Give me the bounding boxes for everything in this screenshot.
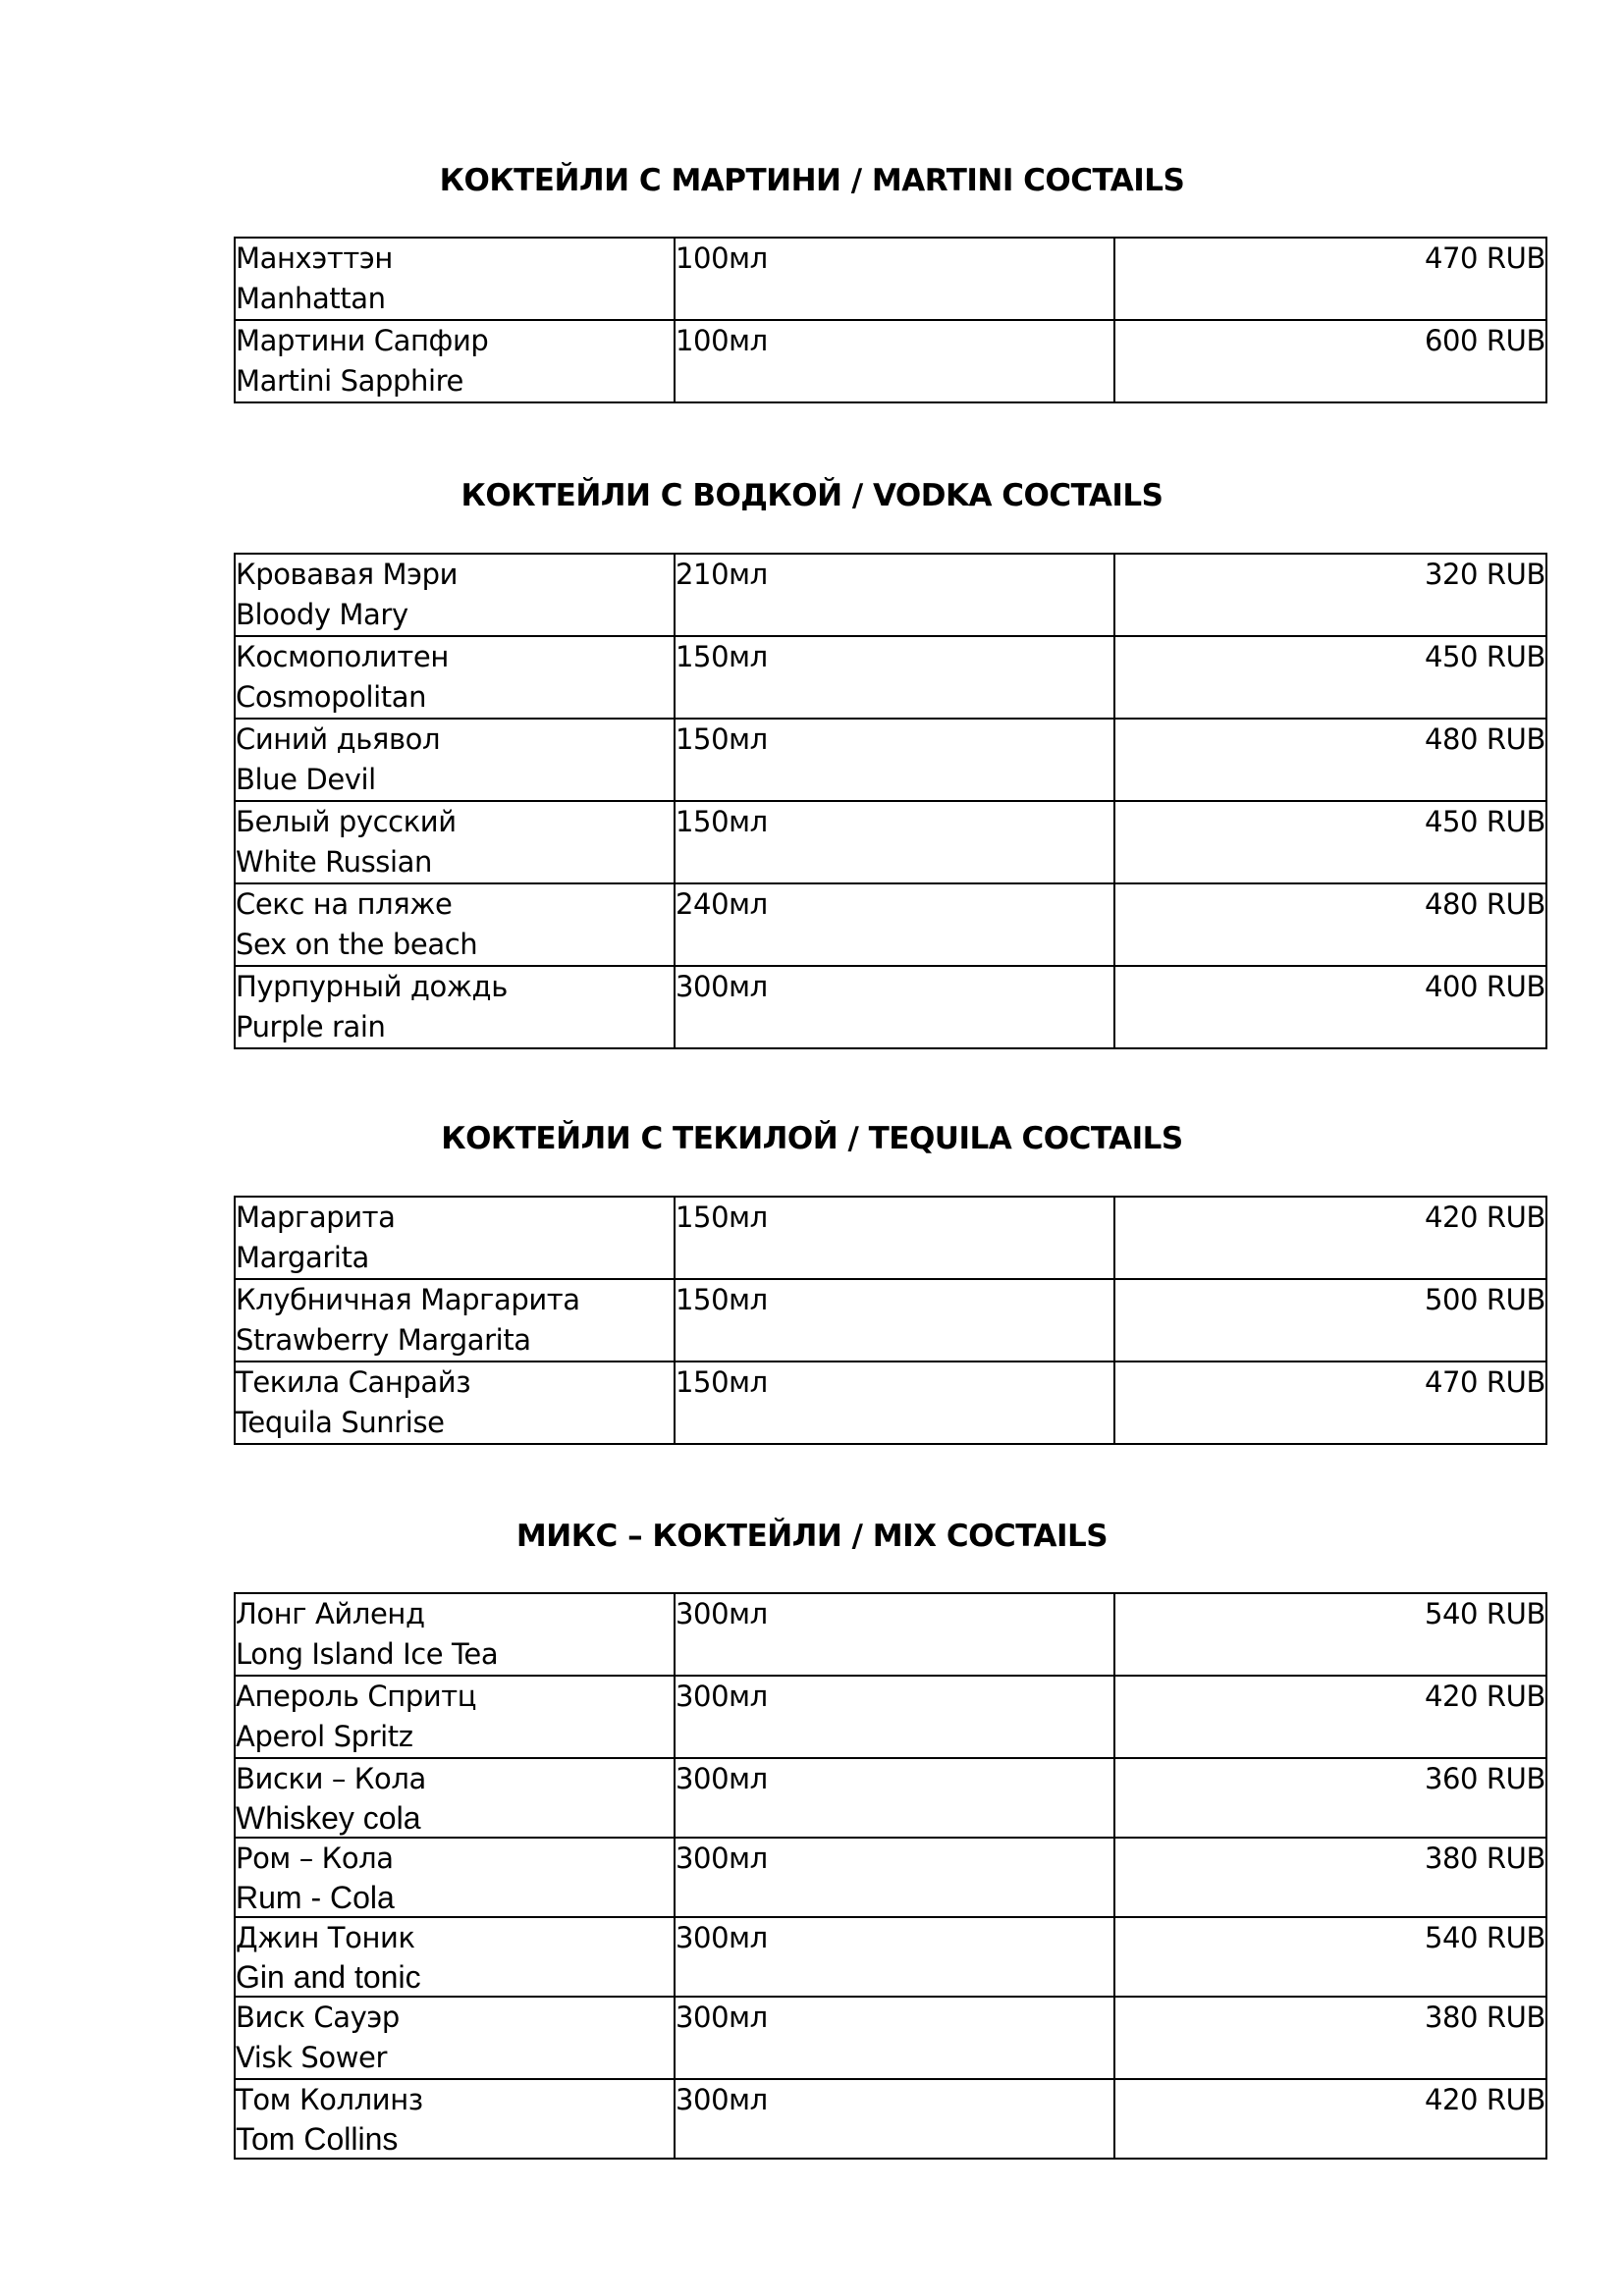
item-name-ru: Кровавая Мэри [236,558,459,591]
item-name-ru: Джин Тоник [236,1921,415,1954]
table-row [235,801,1546,883]
item-name-en: White Russian [236,845,432,879]
mix-table [234,1592,1547,2160]
item-price: 450 RUB [1114,801,1546,883]
table-row [235,1997,1546,2079]
item-price: 320 RUB [1114,554,1546,636]
item-name-en: Long Island Ice Tea [236,1637,499,1671]
item-name [235,636,675,719]
item-volume: 150мл [675,1279,1114,1362]
item-name-ru: Манхэттэн [236,241,393,275]
item-volume: 150мл [675,719,1114,801]
item-volume: 150мл [675,636,1114,719]
item-price: 480 RUB [1114,883,1546,966]
table-row [235,883,1546,966]
item-name-en: Cosmopolitan [236,680,427,714]
item-volume: 300мл [675,1593,1114,1676]
item-price: 420 RUB [1114,1197,1546,1279]
item-name-en: Aperol Spritz [236,1720,413,1753]
item-name [235,1593,675,1676]
item-name [235,1197,675,1279]
item-name-en: Rum - Cola [236,1880,395,1915]
item-price: 480 RUB [1114,719,1546,801]
table-row [235,719,1546,801]
item-name-ru: Мартини Сапфир [236,324,489,357]
item-name [235,238,675,320]
item-name-en: Tequila Sunrise [236,1406,445,1439]
table-row [235,1676,1546,1758]
item-name-en: Blue Devil [236,763,376,796]
item-price: 470 RUB [1114,238,1546,320]
item-volume: 100мл [675,238,1114,320]
item-price: 540 RUB [1114,1593,1546,1676]
item-name-en: Manhattan [236,282,386,315]
table-row [235,1279,1546,1362]
table-row [235,1758,1546,1838]
table-row [235,320,1546,402]
item-volume: 300мл [675,1838,1114,1917]
section-title-vodka: КОКТЕЙЛИ С ВОДКОЙ / VODKA COCTAILS [460,478,1164,513]
item-name-en: Whiskey cola [236,1800,421,1836]
item-name [235,2079,675,2159]
item-name-ru: Космополитен [236,640,449,673]
table-row [235,1917,1546,1997]
item-volume: 100мл [675,320,1114,402]
item-price: 380 RUB [1114,1997,1546,2079]
item-name [235,1838,675,1917]
item-price: 450 RUB [1114,636,1546,719]
item-name-ru: Белый русский [236,805,457,838]
item-name [235,1997,675,2079]
item-price: 420 RUB [1114,1676,1546,1758]
item-name-en: Gin and tonic [236,1959,421,1995]
item-price: 420 RUB [1114,2079,1546,2159]
item-price: 540 RUB [1114,1917,1546,1997]
item-volume: 210мл [675,554,1114,636]
item-name-en: Sex on the beach [236,928,478,961]
item-name [235,1279,675,1362]
item-price: 470 RUB [1114,1362,1546,1444]
item-name-ru: Клубничная Маргарита [236,1283,580,1316]
item-name [235,801,675,883]
table-row [235,636,1546,719]
item-volume: 300мл [675,1676,1114,1758]
item-name [235,1917,675,1997]
table-row [235,1197,1546,1279]
table-row [235,2079,1546,2159]
item-name-ru: Ром – Кола [236,1842,394,1875]
item-price: 500 RUB [1114,1279,1546,1362]
table-row [235,1362,1546,1444]
item-name [235,719,675,801]
table-row [235,238,1546,320]
item-name-ru: Апероль Спритц [236,1680,477,1713]
item-name-ru: Том Коллинз [236,2083,423,2116]
item-name [235,966,675,1048]
item-name-en: Martini Sapphire [236,364,463,398]
item-price: 380 RUB [1114,1838,1546,1917]
item-name-en: Margarita [236,1241,369,1274]
item-volume: 300мл [675,2079,1114,2159]
table-row [235,1838,1546,1917]
item-name-en: Strawberry Margarita [236,1323,531,1357]
item-name-ru: Лонг Айленд [236,1597,425,1630]
item-name [235,1676,675,1758]
martini-table [234,237,1547,403]
table-row [235,966,1546,1048]
item-name [235,320,675,402]
vodka-table [234,553,1547,1049]
item-volume: 240мл [675,883,1114,966]
item-volume: 150мл [675,1197,1114,1279]
section-title-martini: КОКТЕЙЛИ С МАРТИНИ / MARTINI COCTAILS [439,163,1185,198]
table-row [235,1593,1546,1676]
section-title-tequila: КОКТЕЙЛИ С ТЕКИЛОЙ / TEQUILA COCTAILS [441,1121,1183,1156]
table-row [235,554,1546,636]
item-name [235,1362,675,1444]
section-title-mix: МИКС – КОКТЕЙЛИ / MIX COCTAILS [515,1519,1109,1554]
item-name-ru: Виски – Кола [236,1762,426,1795]
item-name-ru: Виск Сауэр [236,2001,400,2034]
item-price: 600 RUB [1114,320,1546,402]
item-name [235,1758,675,1838]
item-volume: 150мл [675,1362,1114,1444]
tequila-table [234,1196,1547,1445]
item-price: 360 RUB [1114,1758,1546,1838]
item-volume: 300мл [675,1997,1114,2079]
item-volume: 300мл [675,1917,1114,1997]
item-name-en: Visk Sower [236,2041,388,2074]
item-volume: 150мл [675,801,1114,883]
item-name-ru: Текила Санрайз [236,1365,471,1399]
item-name-en: Purple rain [236,1010,386,1043]
item-volume: 300мл [675,1758,1114,1838]
item-name-en: Bloody Mary [236,598,408,631]
item-name-ru: Секс на пляже [236,887,453,921]
item-name [235,554,675,636]
item-name-ru: Маргарита [236,1201,396,1234]
item-price: 400 RUB [1114,966,1546,1048]
item-name-en: Tom Collins [236,2121,399,2157]
item-name-ru: Пурпурный дождь [236,970,508,1003]
item-name-ru: Синий дьявол [236,722,441,756]
item-volume: 300мл [675,966,1114,1048]
item-name [235,883,675,966]
